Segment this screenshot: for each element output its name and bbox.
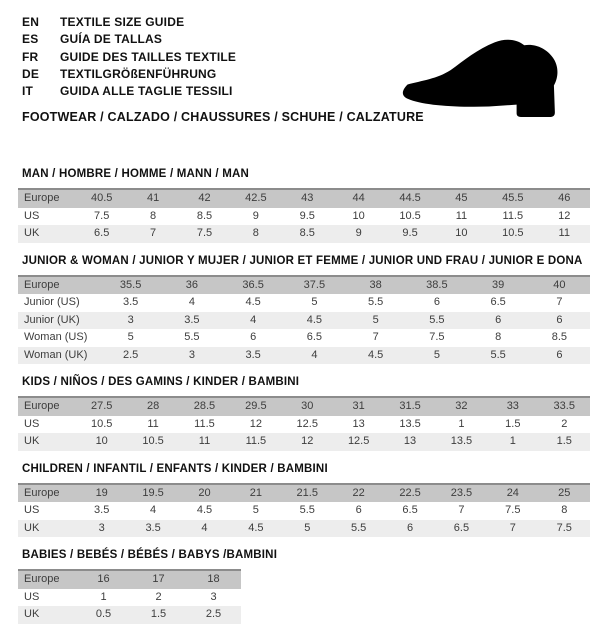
size-cell: 44 bbox=[352, 192, 365, 205]
language-label: GUIDA ALLE TAGLIE TESSILI bbox=[60, 84, 233, 99]
size-cell: 7.5 bbox=[505, 504, 521, 517]
size-cell: 13 bbox=[352, 417, 365, 430]
table-row bbox=[18, 502, 590, 520]
size-cell: 5 bbox=[127, 331, 134, 344]
row-label-cell: Europe bbox=[24, 486, 60, 499]
size-cell: 12 bbox=[301, 435, 314, 448]
size-cell: 10 bbox=[95, 435, 108, 448]
size-cell: 4.5 bbox=[306, 313, 323, 326]
size-section bbox=[0, 463, 600, 538]
size-cell: 1 bbox=[458, 417, 465, 430]
size-cell: 13.5 bbox=[399, 417, 421, 430]
size-cell: 13 bbox=[403, 435, 417, 448]
size-cell: 6 bbox=[250, 331, 257, 344]
size-section bbox=[0, 255, 600, 365]
size-cell: 31.5 bbox=[399, 400, 421, 413]
size-cell: 4.5 bbox=[196, 504, 213, 517]
section-title: KIDS / NIÑOS / DES GAMINS / KINDER / BAMBINI bbox=[22, 376, 300, 389]
table-row bbox=[18, 484, 590, 503]
section-title: JUNIOR & WOMAN / JUNIOR Y MUJER / JUNIOR ET FEMME / JUNIOR UND FRAU / JUNIOR E DONA bbox=[22, 254, 583, 267]
size-cell: 24 bbox=[506, 486, 519, 499]
language-code: IT bbox=[22, 84, 34, 99]
size-table bbox=[18, 396, 590, 451]
size-cell: 10.5 bbox=[142, 435, 164, 448]
size-cell: 11.5 bbox=[194, 417, 215, 430]
size-cell: 5.5 bbox=[299, 504, 315, 517]
table-row bbox=[18, 416, 590, 434]
table-row bbox=[18, 606, 241, 624]
size-cell: 19 bbox=[95, 486, 108, 499]
size-cell: 6 bbox=[433, 296, 440, 309]
size-cell: 36.5 bbox=[242, 278, 264, 291]
size-cell: 3 bbox=[210, 590, 217, 603]
size-cell: 8.5 bbox=[196, 209, 213, 222]
table-row bbox=[18, 294, 590, 312]
size-cell: 5 bbox=[372, 313, 379, 326]
size-cell: 7 bbox=[458, 504, 465, 517]
size-cell: 33.5 bbox=[553, 400, 575, 413]
size-cell: 5.5 bbox=[490, 348, 506, 361]
size-cell: 28.5 bbox=[193, 400, 216, 413]
size-cell: 9.5 bbox=[402, 227, 418, 240]
size-cell: 11.5 bbox=[502, 209, 524, 222]
table-row bbox=[18, 276, 590, 295]
table-row bbox=[18, 189, 590, 208]
section-title: CHILDREN / INFANTIL / ENFANTS / KINDER / BAMBINI bbox=[22, 462, 328, 475]
size-cell: 7.5 bbox=[556, 521, 572, 534]
size-cell: 1.5 bbox=[150, 608, 167, 621]
language-label: TEXTILGRÖßENFÜHRUNG bbox=[60, 66, 217, 81]
table-row bbox=[18, 312, 590, 330]
size-cell: 5 bbox=[433, 348, 440, 361]
size-cell: 2 bbox=[561, 417, 568, 430]
row-label-cell: Europe bbox=[24, 400, 60, 413]
row-label-cell: US bbox=[24, 504, 40, 517]
size-cell: 8 bbox=[150, 209, 157, 222]
table-row bbox=[18, 570, 241, 589]
size-cell: 4 bbox=[150, 504, 157, 517]
size-cell: 10 bbox=[352, 209, 365, 222]
table-row bbox=[18, 520, 590, 538]
size-cell: 0.5 bbox=[95, 608, 112, 621]
size-cell: 27.5 bbox=[90, 400, 113, 413]
size-cell: 11 bbox=[198, 435, 211, 448]
table-row bbox=[18, 433, 590, 451]
size-cell: 6.5 bbox=[490, 296, 506, 309]
language-row bbox=[22, 14, 600, 31]
language-code: DE bbox=[22, 66, 40, 81]
size-cell: 17 bbox=[152, 573, 165, 586]
size-cell: 42.5 bbox=[245, 192, 267, 205]
size-cell: 5.5 bbox=[184, 331, 200, 344]
section-title: MAN / HOMBRE / HOMME / MANN / MAN bbox=[22, 168, 250, 181]
size-cell: 5.5 bbox=[351, 521, 367, 534]
size-cell: 28 bbox=[146, 400, 160, 413]
size-cell: 4.5 bbox=[248, 521, 264, 534]
size-cell: 30 bbox=[301, 400, 314, 413]
size-cell: 7 bbox=[509, 521, 516, 534]
language-code: ES bbox=[22, 32, 39, 47]
size-cell: 4 bbox=[250, 313, 257, 326]
size-cell: 6 bbox=[556, 348, 563, 361]
row-label-cell: Woman (US) bbox=[24, 331, 88, 344]
size-cell: 22.5 bbox=[399, 486, 421, 499]
size-cell: 8 bbox=[561, 504, 568, 517]
size-section bbox=[0, 168, 600, 243]
size-cell: 10.5 bbox=[399, 209, 421, 222]
size-cell: 11 bbox=[558, 227, 570, 240]
size-cell: 44.5 bbox=[399, 192, 421, 205]
table-row bbox=[18, 208, 590, 226]
size-cell: 10.5 bbox=[90, 417, 113, 430]
row-label-cell: UK bbox=[24, 435, 40, 448]
size-cell: 46 bbox=[558, 192, 571, 205]
row-label-cell: US bbox=[24, 209, 40, 222]
size-cell: 3.5 bbox=[245, 348, 261, 361]
size-cell: 6.5 bbox=[306, 331, 323, 344]
size-cell: 4 bbox=[188, 296, 195, 309]
language-code: EN bbox=[22, 15, 40, 29]
table-row bbox=[18, 589, 241, 607]
size-cell: 7.5 bbox=[94, 209, 110, 222]
size-cell: 40 bbox=[553, 278, 566, 291]
table-row bbox=[18, 347, 590, 365]
size-cell: 6 bbox=[556, 313, 563, 326]
size-cell: 7 bbox=[372, 331, 379, 344]
shoe-icon bbox=[393, 30, 579, 118]
language-label: TEXTILE SIZE GUIDE bbox=[60, 15, 185, 29]
size-table bbox=[18, 275, 590, 365]
size-cell: 4 bbox=[201, 521, 208, 534]
row-label-cell: US bbox=[24, 590, 40, 603]
size-cell: 29.5 bbox=[245, 400, 267, 413]
row-label-cell: Europe bbox=[24, 192, 60, 205]
size-table bbox=[18, 188, 590, 243]
size-cell: 3.5 bbox=[184, 313, 200, 326]
footwear-category-line: FOOTWEAR / CALZADO / CHAUSSURES / SCHUHE / CALZATURE bbox=[22, 110, 424, 125]
size-cell: 33 bbox=[506, 400, 519, 413]
size-cell: 7.5 bbox=[429, 331, 445, 344]
size-cell: 43 bbox=[301, 192, 314, 205]
row-label-cell: Junior (US) bbox=[24, 296, 80, 309]
size-cell: 6.5 bbox=[453, 521, 470, 534]
size-cell: 21 bbox=[249, 486, 262, 499]
size-cell: 3.5 bbox=[122, 296, 139, 309]
size-cell: 11.5 bbox=[245, 435, 267, 448]
size-cell: 18 bbox=[207, 573, 220, 586]
size-cell: 5 bbox=[252, 504, 259, 517]
size-cell: 10 bbox=[455, 227, 468, 240]
size-cell: 6.5 bbox=[402, 504, 418, 517]
row-label-cell: UK bbox=[24, 521, 40, 534]
size-cell: 5.5 bbox=[367, 296, 384, 309]
row-label-cell: US bbox=[24, 417, 40, 430]
size-table bbox=[18, 569, 241, 624]
size-cell: 5 bbox=[311, 296, 318, 309]
size-cell: 5.5 bbox=[429, 313, 445, 326]
size-cell: 38 bbox=[369, 278, 382, 291]
size-cell: 31 bbox=[352, 400, 365, 413]
size-cell: 5 bbox=[304, 521, 311, 534]
size-cell: 13.5 bbox=[450, 435, 473, 448]
size-cell: 6 bbox=[495, 313, 502, 326]
size-cell: 12.5 bbox=[347, 435, 370, 448]
size-cell: 3.5 bbox=[145, 521, 161, 534]
size-cell: 45.5 bbox=[502, 192, 524, 205]
table-row bbox=[18, 329, 590, 347]
size-cell: 7 bbox=[150, 227, 157, 240]
size-cell: 22 bbox=[352, 486, 365, 499]
size-cell: 6 bbox=[355, 504, 362, 517]
size-cell: 1.5 bbox=[505, 417, 521, 430]
size-cell: 35.5 bbox=[119, 278, 142, 291]
size-cell: 4 bbox=[311, 348, 318, 361]
size-cell: 10.5 bbox=[502, 227, 524, 240]
size-cell: 25 bbox=[558, 486, 571, 499]
size-cell: 41 bbox=[146, 192, 160, 205]
size-cell: 8 bbox=[495, 331, 502, 344]
size-section bbox=[0, 549, 600, 624]
language-code: FR bbox=[22, 49, 39, 64]
size-cell: 6.5 bbox=[94, 227, 110, 240]
size-cell: 2 bbox=[155, 590, 162, 603]
row-label-cell: Junior (UK) bbox=[24, 313, 80, 326]
language-label: GUIDE DES TAILLES TEXTILE bbox=[60, 49, 237, 64]
row-label-cell: Europe bbox=[24, 278, 60, 291]
size-cell: 32 bbox=[455, 400, 468, 413]
size-cell: 7 bbox=[556, 296, 563, 309]
table-row bbox=[18, 397, 590, 416]
size-cell: 2.5 bbox=[205, 608, 222, 621]
size-cell: 45 bbox=[455, 192, 468, 205]
size-cell: 38.5 bbox=[426, 278, 448, 291]
row-label-cell: Woman (UK) bbox=[24, 348, 88, 361]
size-cell: 19.5 bbox=[142, 486, 164, 499]
size-cell: 16 bbox=[97, 573, 110, 586]
size-cell: 4.5 bbox=[245, 296, 261, 309]
size-cell: 42 bbox=[198, 192, 211, 205]
size-cell: 9.5 bbox=[299, 209, 315, 222]
size-cell: 8.5 bbox=[299, 227, 315, 240]
size-cell: 2.5 bbox=[122, 348, 139, 361]
table-row bbox=[18, 225, 590, 243]
size-cell: 3 bbox=[127, 313, 134, 326]
language-label: GUÍA DE TALLAS bbox=[60, 32, 163, 47]
section-title: BABIES / BEBÉS / BÉBÉS / BABYS /BAMBINI bbox=[22, 549, 278, 562]
size-cell: 9 bbox=[355, 227, 362, 240]
size-cell: 8.5 bbox=[551, 331, 568, 344]
size-cell: 40.5 bbox=[90, 192, 113, 205]
size-cell: 12.5 bbox=[296, 417, 318, 430]
size-cell: 9 bbox=[252, 209, 259, 222]
size-cell: 36 bbox=[185, 278, 198, 291]
size-cell: 3.5 bbox=[94, 504, 110, 517]
size-cell: 11 bbox=[147, 417, 159, 430]
size-cell: 12 bbox=[558, 209, 571, 222]
size-cell: 3 bbox=[188, 348, 195, 361]
row-label-cell: Europe bbox=[24, 573, 60, 586]
size-cell: 6 bbox=[406, 521, 414, 534]
size-cell: 21.5 bbox=[296, 486, 318, 499]
size-cell: 37.5 bbox=[303, 278, 326, 291]
size-cell: 11 bbox=[455, 209, 468, 222]
size-cell: 23.5 bbox=[450, 486, 473, 499]
size-cell: 8 bbox=[252, 227, 259, 240]
size-section bbox=[0, 376, 600, 451]
size-cell: 4.5 bbox=[367, 348, 384, 361]
size-cell: 20 bbox=[198, 486, 211, 499]
size-cell: 3 bbox=[98, 521, 105, 534]
row-label-cell: UK bbox=[24, 608, 40, 621]
size-cell: 1 bbox=[100, 590, 107, 603]
size-table bbox=[18, 483, 590, 538]
size-cell: 1 bbox=[509, 435, 516, 448]
size-cell: 39 bbox=[492, 278, 505, 291]
size-guide-sections bbox=[0, 168, 600, 624]
row-label-cell: UK bbox=[24, 227, 40, 240]
size-cell: 7.5 bbox=[196, 227, 213, 240]
size-cell: 12 bbox=[249, 417, 262, 430]
size-cell: 1.5 bbox=[556, 435, 572, 448]
